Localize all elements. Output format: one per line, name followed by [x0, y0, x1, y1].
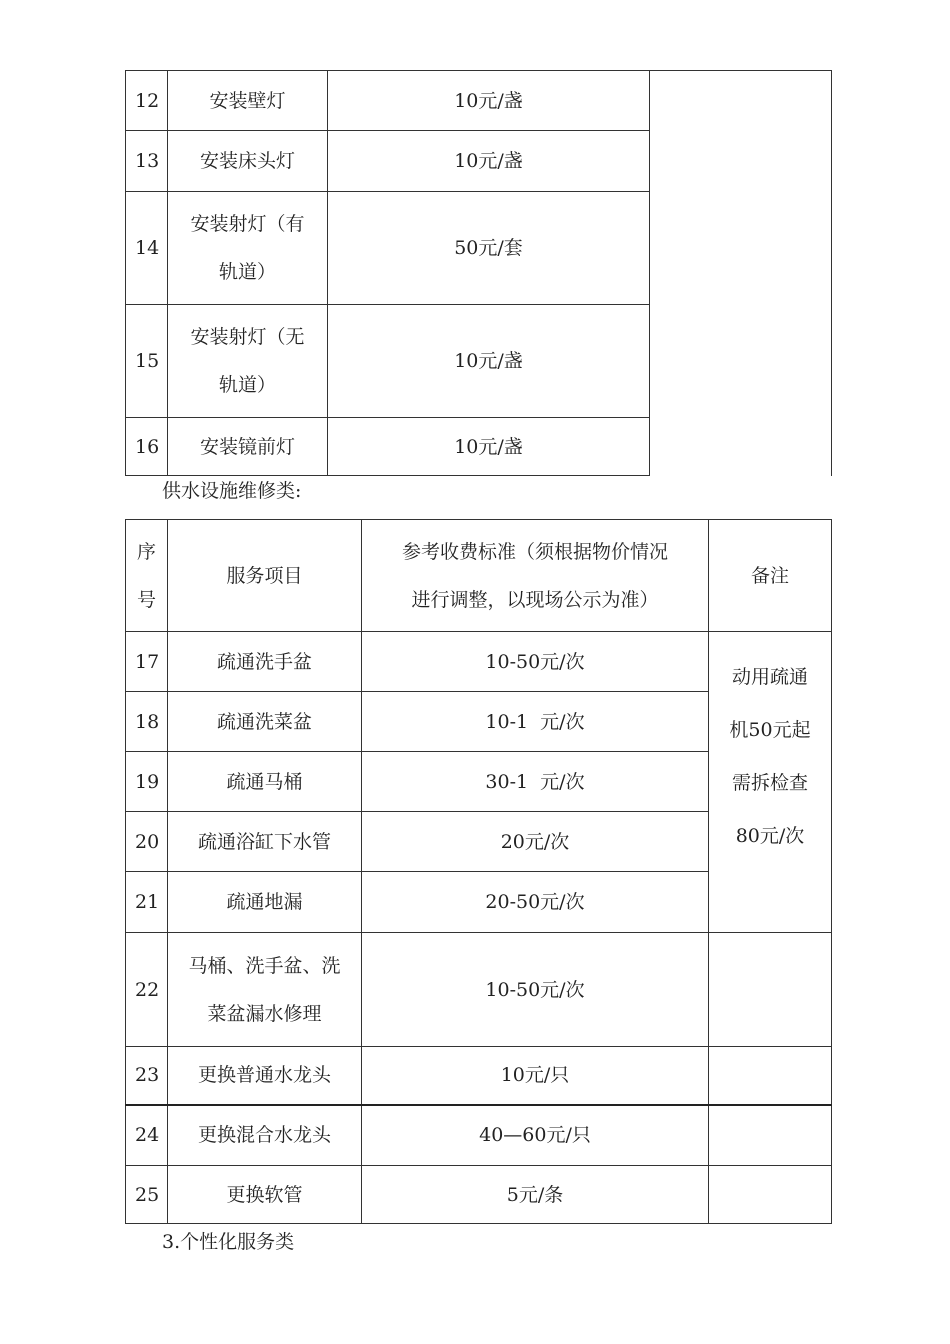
price: 10-50元/次 [362, 632, 709, 692]
service-item-line: 菜盆漏水修理 [207, 1002, 322, 1025]
service-item: 更换普通水龙头 [168, 1047, 362, 1105]
table-row [126, 1105, 832, 1166]
price: 10元/盏 [328, 131, 650, 192]
remark-cell [650, 71, 832, 476]
service-item: 安装床头灯 [168, 131, 328, 192]
remark-line: 需拆检查 [731, 771, 808, 794]
service-item: 安装壁灯 [168, 71, 328, 131]
service-item-line: 轨道） [218, 261, 276, 283]
price: 30-1 元/次 [362, 752, 709, 812]
price: 50元/套 [328, 192, 650, 305]
table-row [126, 71, 832, 131]
row-number: 19 [126, 752, 168, 812]
service-item: 疏通洗菜盆 [168, 692, 362, 752]
table-row [126, 1166, 832, 1224]
row-number: 21 [126, 872, 168, 933]
header-number [126, 520, 168, 632]
header-line: 序 [136, 540, 156, 563]
row-number: 22 [126, 933, 168, 1047]
remark-line: 机50元起 [729, 718, 811, 741]
header-remark: 备注 [709, 520, 832, 632]
price: 40—60元/只 [362, 1105, 709, 1166]
water-price-table [125, 519, 832, 1224]
row-number: 13 [126, 131, 168, 192]
header-line: 号 [136, 588, 156, 611]
section-heading-water: 供水设施维修类: [162, 480, 302, 502]
remark-cell [709, 632, 832, 933]
price: 20-50元/次 [362, 872, 709, 933]
price: 10元/只 [362, 1047, 709, 1105]
table-row [126, 632, 832, 692]
service-item: 疏通马桶 [168, 752, 362, 812]
row-number: 15 [126, 305, 168, 418]
price: 10元/盏 [328, 418, 650, 476]
price: 10元/盏 [328, 305, 650, 418]
service-item-line: 安装射灯（有 [190, 213, 305, 235]
service-item: 安装镜前灯 [168, 418, 328, 476]
service-item [168, 192, 328, 305]
remark-cell [709, 1047, 832, 1105]
section-heading-personal: 3.个性化服务类 [162, 1231, 295, 1253]
row-number: 14 [126, 192, 168, 305]
table-row [126, 933, 832, 1047]
service-item-line: 轨道） [218, 374, 276, 396]
price: 10-50元/次 [362, 933, 709, 1047]
service-item: 更换混合水龙头 [168, 1105, 362, 1166]
service-item: 疏通浴缸下水管 [168, 812, 362, 872]
price: 10元/盏 [328, 71, 650, 131]
row-number: 16 [126, 418, 168, 476]
service-item: 更换软管 [168, 1166, 362, 1224]
service-item [168, 933, 362, 1047]
service-item: 疏通洗手盆 [168, 632, 362, 692]
service-item: 疏通地漏 [168, 872, 362, 933]
remark-cell [709, 933, 832, 1047]
service-item-line: 安装射灯（无 [190, 326, 305, 348]
price: 10-1 元/次 [362, 692, 709, 752]
price: 20元/次 [362, 812, 709, 872]
header-price [362, 520, 709, 632]
remark-line: 80元/次 [735, 824, 805, 847]
row-number: 12 [126, 71, 168, 131]
row-number: 18 [126, 692, 168, 752]
price: 5元/条 [362, 1166, 709, 1224]
table-header-row [126, 520, 832, 632]
remark-line: 动用疏通 [731, 665, 808, 688]
row-number: 24 [126, 1105, 168, 1166]
row-number: 25 [126, 1166, 168, 1224]
service-item [168, 305, 328, 418]
row-number: 20 [126, 812, 168, 872]
row-number: 17 [126, 632, 168, 692]
remark-cell [709, 1166, 832, 1224]
table-row [126, 1047, 832, 1105]
service-item-line: 马桶、洗手盆、洗 [188, 954, 341, 977]
row-number: 23 [126, 1047, 168, 1105]
header-item: 服务项目 [168, 520, 362, 632]
header-line: 参考收费标准（须根据物价情况 [401, 540, 668, 563]
remark-cell [709, 1105, 832, 1166]
lighting-price-table [125, 70, 832, 476]
header-line: 进行调整，以现场公示为准） [411, 588, 659, 611]
